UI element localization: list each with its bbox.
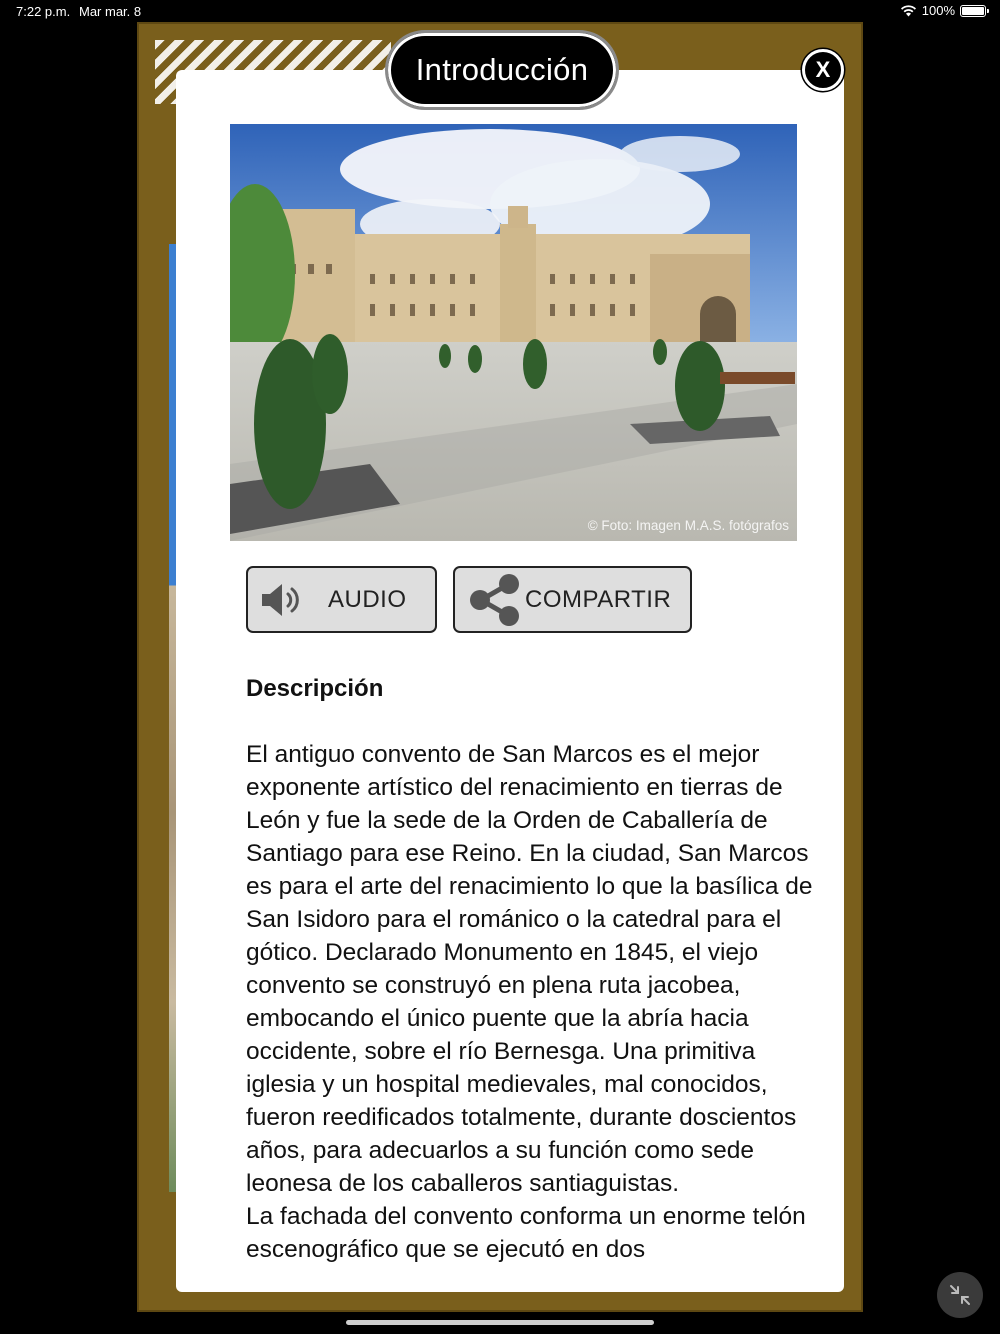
monument-photo [230,124,797,541]
audio-label: AUDIO [328,585,407,613]
close-icon: X [815,57,831,82]
share-label: COMPARTIR [525,585,672,613]
wifi-icon [900,4,917,17]
status-time: 7:22 p.m. [16,4,71,19]
minimize-icon [948,1283,972,1307]
description-text: El antiguo convento de San Marcos es el mejor exponente artístico del renacimiento en tierras de León y fue la sede de la Orden de Caballería de Santiago para ese Reino. En la ciudad, San Marcos es para el arte del renacimiento lo que la basílica de San Isidoro para el románico o la catedral para el gótico. Declarado Monumento en 1845, el viejo convento se construyó en plena ruta jacobea, embocando el único puente que la abría hacia occidente, sobre el río Bernesga. Una primitiva iglesia y un hospital medievales, mal conocidos, fueron reedificados totalmente, durante doscientos años, para adecuarlos a su función como sede leonesa de los caballeros santiaguistas. La fachada del convento conforma un enorme telón escenográfico que se ejecutó en dos [246,741,813,1263]
battery-icon [960,5,986,17]
minimize-button[interactable] [937,1272,983,1318]
status-date: Mar mar. 8 [79,4,142,19]
modal-title [385,30,619,110]
audio-button[interactable] [246,566,437,633]
status-indicators [900,3,986,18]
modal-title-text: Introducción [415,52,589,87]
close-button[interactable] [802,49,844,91]
description-heading: Descripción [246,675,384,702]
share-button[interactable] [453,566,692,633]
battery-percent: 100% [921,3,955,18]
photo-credit: © Foto: Imagen M.A.S. fotógrafos [587,518,789,533]
speaker-icon [258,576,306,624]
status-bar [0,0,1000,24]
home-indicator[interactable] [346,1320,654,1325]
share-icon [467,572,523,628]
intro-modal [176,70,844,1292]
